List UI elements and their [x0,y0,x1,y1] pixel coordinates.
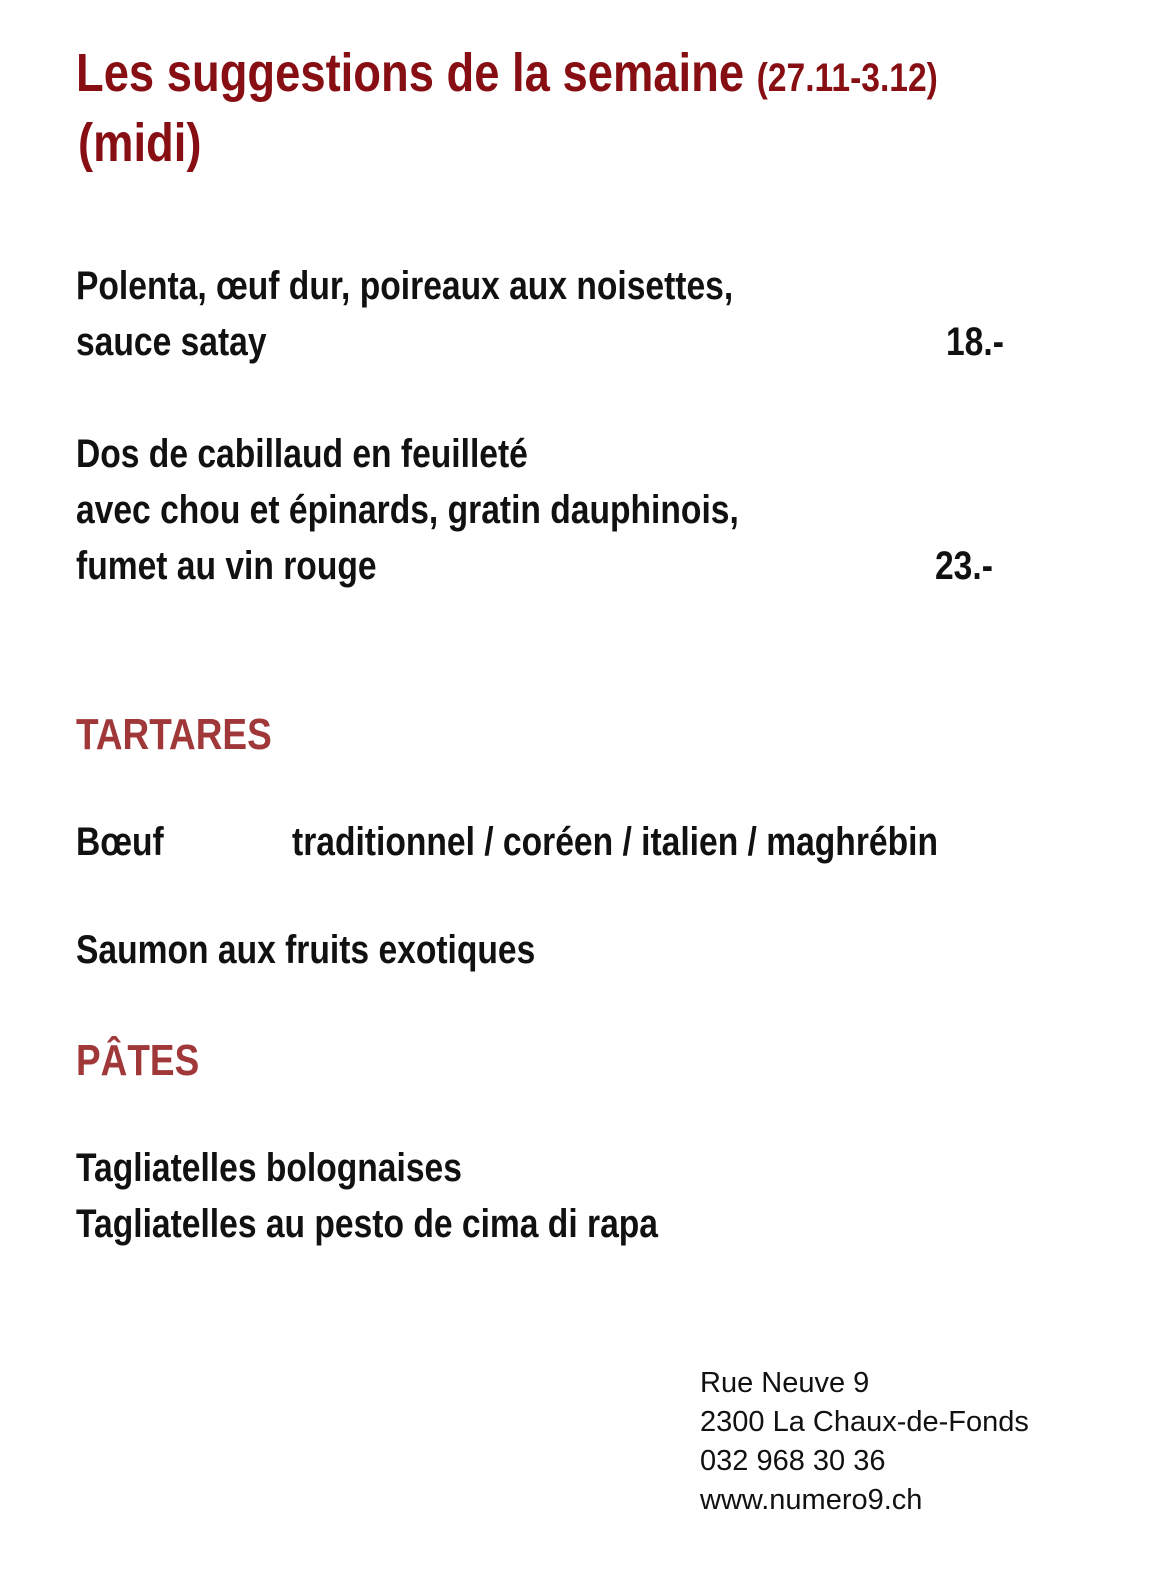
contact-street: Rue Neuve 9 [700,1367,870,1399]
title-text: Les suggestions de la semaine [76,43,745,103]
section-heading-tartares: TARTARES [76,710,272,759]
dish-2-line-2: avec chou et épinards, gratin dauphinois, [76,488,739,532]
tartare-salmon: Saumon aux fruits exotiques [76,928,536,972]
pates-item-2: Tagliatelles au pesto de cima di rapa [76,1202,658,1246]
contact-website[interactable]: www.numero9.ch [700,1484,923,1516]
dish-1-price: 18.- [946,320,1004,364]
dish-1-line-2: sauce satay [76,320,267,364]
dish-2-line-3: fumet au vin rouge [76,544,377,588]
dish-2-line-1: Dos de cabillaud en feuilleté [76,432,528,476]
page-title [76,42,938,109]
contact-city: 2300 La Chaux-de-Fonds [700,1406,1029,1438]
title-dates: (27.11-3.12) [756,56,938,100]
tartare-beef-variants: traditionnel / coréen / italien / maghrébin [292,820,938,864]
title-service: (midi) [78,113,202,173]
contact-phone: 032 968 30 36 [700,1445,886,1477]
section-heading-pates: PÂTES [76,1036,200,1085]
tartare-beef-label: Bœuf [76,820,164,864]
dish-2-price: 23.- [935,544,993,588]
dish-1-line-1: Polenta, œuf dur, poireaux aux noisettes, [76,264,734,308]
contact-block [700,1364,1029,1520]
pates-item-1: Tagliatelles bolognaises [76,1146,462,1190]
